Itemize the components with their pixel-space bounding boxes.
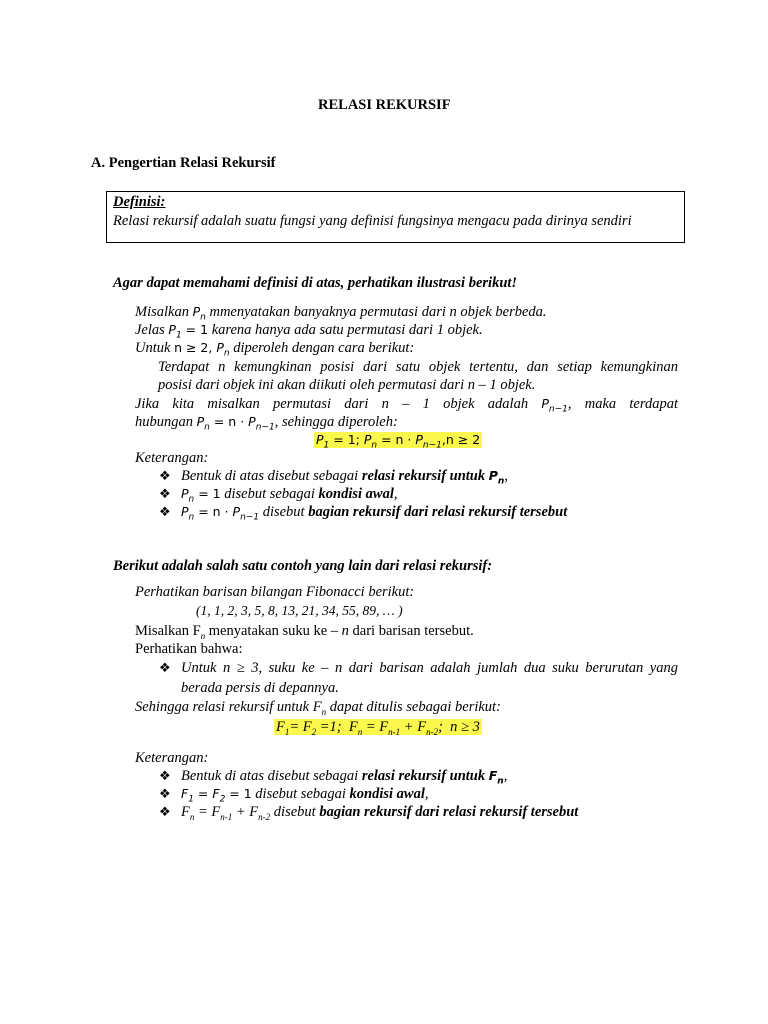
bullet-icon: ❖: [159, 769, 171, 784]
line-jika: Jika kita misalkan permutasi dari n – 1 objek adalah $P_{n-1}$, maka terdapat: [135, 396, 678, 415]
line-fibonacci: Perhatikan barisan bilangan Fibonacci berikut:: [135, 584, 415, 600]
intro-heading-1: Agar dapat memahami definisi di atas, perhatikan ilustrasi berikut!: [113, 275, 518, 291]
definition-heading: Definisi:: [113, 194, 166, 210]
line-untuk-n3: Untuk n ≥ 3, suku ke – n dari barisan adalah jumlah dua suku berurutan yang: [181, 660, 678, 676]
line-untuk-n: Untuk n ≥ 2, $P_n$ diperoleh dengan cara berikut:: [135, 340, 415, 359]
formula-fibonacci: $F_1= F_2 =1$; $F_n = F_{n-1} + F_{n-2}$; n ≥ 3: [276, 719, 480, 737]
line-hubungan: hubungan $P_n = n \cdot P_{n-1}$, sehingga diperoleh:: [135, 414, 398, 433]
line-berada: berada persis di depannya.: [181, 680, 339, 696]
keterangan-item-2: $P_n = 1$ disebut sebagai kondisi awal,: [181, 486, 398, 505]
section-heading: A. Pengertian Relasi Rekursif: [91, 155, 276, 171]
line-posisi: posisi dari objek ini akan diikuti oleh permutasi dari n – 1 objek.: [158, 377, 536, 393]
keterangan-item-1: Bentuk di atas disebut sebagai relasi rekursif untuk $P_n$,: [181, 468, 508, 487]
keterangan2-item-1: Bentuk di atas disebut sebagai relasi rekursif untuk $F_n$,: [181, 768, 508, 787]
keterangan-item-3: $P_n = n \cdot P_{n-1}$ disebut bagian rekursif dari relasi rekursif tersebut: [181, 504, 568, 523]
keterangan2-item-3: $F_n = F_{n-1} + F_{n-2}$ disebut bagian rekursif dari relasi rekursif tersebut: [181, 804, 579, 822]
definition-text: Relasi rekursif adalah suatu fungsi yang definisi fungsinya mengacu pada dirinya sendiri: [113, 213, 632, 229]
line-perhatikan: Perhatikan bahwa:: [135, 641, 243, 657]
keterangan2-item-2: $F_1 = F_2 = 1$ disebut sebagai kondisi awal,: [181, 786, 429, 805]
line-terdapat: Terdapat n kemungkinan posisi dari satu objek tertentu, dan setiap kemungkinan: [158, 359, 678, 375]
line-jelas-p1: Jelas $P_1 = 1$ karena hanya ada satu permutasi dari 1 objek.: [135, 322, 483, 341]
line-sehingga: Sehingga relasi rekursif untuk $F_n$ dapat ditulis sebagai berikut:: [135, 699, 501, 717]
bullet-icon: ❖: [159, 505, 171, 520]
formula-permutation: $P_1 = 1$; $P_n = n \cdot P_{n-1},n \ge 2$: [316, 432, 481, 451]
bullet-icon: ❖: [159, 805, 171, 820]
page-title: RELASI REKURSIF: [318, 97, 451, 113]
bullet-icon: ❖: [159, 487, 171, 502]
fibonacci-sequence: (1, 1, 2, 3, 5, 8, 13, 21, 34, 55, 89, … ): [196, 603, 403, 618]
bullet-icon: ❖: [159, 787, 171, 802]
bullet-icon: ❖: [159, 469, 171, 484]
bullet-icon: ❖: [159, 661, 171, 676]
line-misalkan-pn: Misalkan $P_n$ mmenyatakan banyaknya permutasi dari n objek berbeda.: [135, 304, 547, 323]
line-misalkan-fn: Misalkan $F_n$ menyatakan suku ke – n dari barisan tersebut.: [135, 623, 474, 641]
keterangan-label-1: Keterangan:: [135, 450, 209, 466]
keterangan-label-2: Keterangan:: [135, 750, 209, 766]
intro-heading-2: Berikut adalah salah satu contoh yang lain dari relasi rekursif:: [113, 558, 493, 574]
